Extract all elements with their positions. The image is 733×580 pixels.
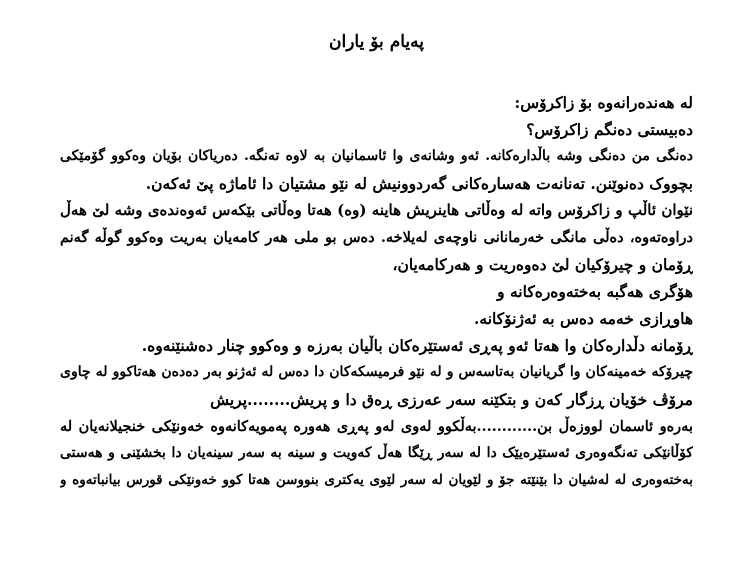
text-line: لە هەندەرانەوە بۆ زاکرۆس: <box>514 93 693 112</box>
text-line: هۆگری هەگبە بەختەوەرەکانە و <box>497 282 693 301</box>
document-page <box>60 0 693 580</box>
text-line: بەرەو ئاسمان لووزەڵ بن............بەڵکوو لەوی لەو پەڕی هەورە پەمویەکانەوە خەونێکی خنجیلانەیان لە <box>60 418 693 435</box>
text-line: کۆڵانێکی تەنگەوەری ئەستێرەیێک دا لە سەر ڕێگا هەڵ کەویت و سینە بە سەر سینەیان دا بخشێنی و هەستی <box>60 445 693 461</box>
document-body <box>60 89 693 494</box>
text-line: دەبیستی دەنگم زاکرۆس؟ <box>526 120 693 139</box>
document-title: پەیام بۆ یاران <box>329 32 424 52</box>
text-line: هاوڕازی خەمە دەس بە ئەژنۆکانە. <box>474 309 693 328</box>
text-line: ڕۆمان و چیرۆکیان لێ دەوەریت و هەرکامەیان، <box>392 255 693 274</box>
text-line: دەنگی من دەنگی وشە باڵدارەکانە. ئەو وشانەی وا ئاسمانیان بە لاوە تەنگە. دەریاکان بۆیان وەکوو گۆمێکی <box>60 148 693 164</box>
text-line: بەختەوەری لە لەشیان دا بێنێتە جۆ و لێویان لە سەر لێوی یەکتری بنووسن هەتا کوو خەونێکی قورس بیانباتەوە و <box>60 472 693 488</box>
text-line: دراوەتەوە، دەڵی مانگی خەرمانانی ناوچەی لەیلاخە. دەس بو ملی هەر کامەیان بەریت وەکوو گوڵە گەنم <box>60 229 693 246</box>
text-line: مرۆڤ خۆیان ڕزگار کەن و بتکێنە سەر عەرزی ڕەق دا و پریش........پریش <box>210 390 693 409</box>
text-line: ڕۆمانە دڵدارەکان وا هەتا ئەو پەڕی ئەستێرەکان باڵیان بەرزە و وەکوو چنار دەشنێنەوە. <box>141 336 693 355</box>
text-line: نێوان ئاڵپ و زاکرۆس واتە لە وەڵاتی هاینریش هاینە (وە) هەتا وەڵاتی بێکەس ئەوەندەی وشە لێ هەڵ <box>60 201 693 219</box>
text-line: بچووک دەنوێنن. تەنانەت هەسارەکانی گەردوونیش لە نێو مشتیان دا ئاماژە پێ ئەکەن. <box>145 174 693 193</box>
text-line: چیرۆکە خەمینەکان وا گریانیان بەتاسەس و لە نێو فرمیسکەکان دا دەس لە ئەژنو بەر دەدەن هەتاکوو لە چاوی <box>60 364 693 380</box>
